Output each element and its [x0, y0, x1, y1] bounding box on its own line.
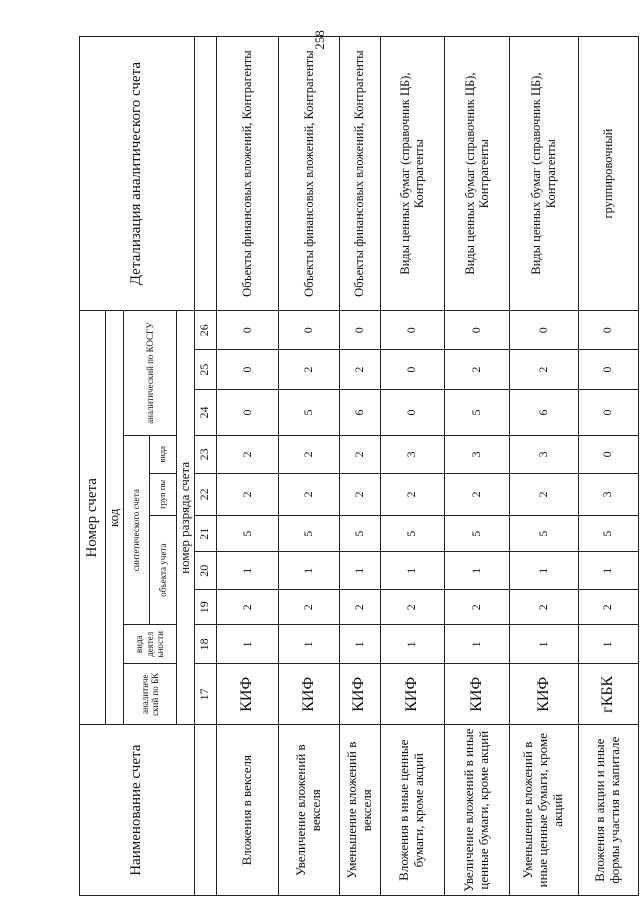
value-cell: 5: [279, 390, 339, 436]
value-cell: 2: [279, 590, 339, 625]
value-cell: 2: [509, 590, 578, 625]
value-cell: 5: [339, 515, 380, 551]
value-cell: 2: [216, 435, 278, 473]
value-cell: 6: [509, 390, 578, 436]
value-cell: 1: [445, 552, 510, 590]
table-row: [216, 37, 278, 896]
header-analytic-kosgu: аналитический по КОСГУ: [123, 311, 176, 436]
value-cell: 2: [339, 473, 380, 515]
account-name: Вложения в векселя: [216, 725, 278, 896]
header-analytic-bk: аналитиче ский по БК: [123, 664, 176, 725]
value-cell: 2: [279, 435, 339, 473]
value-cell: 0: [445, 311, 510, 350]
value-cell: 3: [509, 435, 578, 473]
digit-26: 26: [194, 311, 216, 350]
code-cell: гКБК: [578, 664, 638, 725]
value-cell: 2: [509, 473, 578, 515]
value-cell: 0: [578, 435, 638, 473]
value-cell: 2: [339, 435, 380, 473]
value-cell: 0: [380, 350, 445, 390]
header-code: код: [106, 311, 124, 725]
detail-cell: группировочный: [578, 37, 638, 311]
value-cell: 0: [578, 390, 638, 436]
account-name: Уменьшение вложений в иные ценные бумаги, кроме акций: [509, 725, 578, 896]
header-account-name: Наименование счета: [80, 725, 195, 896]
value-cell: 2: [279, 350, 339, 390]
value-cell: 0: [380, 390, 445, 436]
empty-cell: [194, 725, 216, 896]
value-cell: 0: [216, 311, 278, 350]
digit-21: 21: [194, 515, 216, 551]
value-cell: 1: [279, 552, 339, 590]
value-cell: 2: [509, 350, 578, 390]
header-detail: Детализация аналитического счета: [80, 37, 195, 311]
digit-19: 19: [194, 590, 216, 625]
code-cell: КИФ: [216, 664, 278, 725]
value-cell: 2: [339, 350, 380, 390]
value-cell: 1: [216, 552, 278, 590]
table-row: [339, 37, 380, 896]
table-row: [578, 37, 638, 896]
header-type: вида: [149, 435, 176, 473]
header-account-object: объекта учета: [149, 515, 176, 624]
digit-22: 22: [194, 473, 216, 515]
value-cell: 1: [339, 625, 380, 664]
header-synthetic: синтетического счета: [123, 435, 149, 624]
value-cell: 0: [578, 311, 638, 350]
detail-cell: Виды ценных бумаг (справочник ЦБ), Контрагенты: [509, 37, 578, 311]
account-name: Уменьшение вложений в векселя: [339, 725, 380, 896]
value-cell: 1: [445, 625, 510, 664]
value-cell: 2: [445, 590, 510, 625]
digit-17: 17: [194, 664, 216, 725]
detail-cell: Виды ценных бумаг (справочник ЦБ), Контрагенты: [380, 37, 445, 311]
digit-25: 25: [194, 350, 216, 390]
page-number: 258: [312, 30, 327, 50]
value-cell: 1: [578, 625, 638, 664]
value-cell: 0: [578, 350, 638, 390]
header-account-number: Номер счета: [80, 311, 106, 725]
code-cell: КИФ: [509, 664, 578, 725]
value-cell: 2: [216, 473, 278, 515]
value-cell: 0: [380, 311, 445, 350]
value-cell: 2: [578, 590, 638, 625]
header-activity-type: вида деятел ьности: [123, 625, 176, 664]
value-cell: 1: [380, 625, 445, 664]
value-cell: 0: [509, 311, 578, 350]
digit-24: 24: [194, 390, 216, 436]
code-cell: КИФ: [380, 664, 445, 725]
value-cell: 5: [578, 515, 638, 551]
value-cell: 5: [380, 515, 445, 551]
digit-18: 18: [194, 625, 216, 664]
detail-cell: Виды ценных бумаг (справочник ЦБ), Контрагенты: [445, 37, 510, 311]
header-group: груп пы: [149, 473, 176, 515]
table-row: [380, 37, 445, 896]
detail-cell: Объекты финансовых вложений, Контрагенты: [339, 37, 380, 311]
account-name: Увеличение вложений в иные ценные бумаги, кроме акций: [445, 725, 510, 896]
value-cell: 2: [216, 590, 278, 625]
account-name: Увеличение вложений в векселя: [279, 725, 339, 896]
accounts-table: [79, 36, 639, 896]
value-cell: 2: [380, 473, 445, 515]
value-cell: 5: [279, 515, 339, 551]
value-cell: 3: [380, 435, 445, 473]
code-cell: КИФ: [279, 664, 339, 725]
account-name: Вложения в иные ценные бумаги, кроме акций: [380, 725, 445, 896]
value-cell: 1: [509, 625, 578, 664]
code-cell: КИФ: [339, 664, 380, 725]
code-cell: КИФ: [445, 664, 510, 725]
table-row: [279, 37, 339, 896]
value-cell: 6: [339, 390, 380, 436]
value-cell: 0: [279, 311, 339, 350]
value-cell: 2: [279, 473, 339, 515]
value-cell: 2: [445, 473, 510, 515]
value-cell: 2: [445, 350, 510, 390]
value-cell: 5: [216, 515, 278, 551]
table-row: [509, 37, 578, 896]
value-cell: 1: [339, 552, 380, 590]
rotated-table-wrapper: [79, 36, 639, 896]
value-cell: 0: [216, 350, 278, 390]
value-cell: 1: [509, 552, 578, 590]
value-cell: 1: [380, 552, 445, 590]
account-name: Вложения в акции и иные формы участия в капитале: [578, 725, 638, 896]
digit-20: 20: [194, 552, 216, 590]
detail-cell: Объекты финансовых вложений, Контрагенты: [216, 37, 278, 311]
value-cell: 3: [445, 435, 510, 473]
value-cell: 1: [578, 552, 638, 590]
value-cell: 5: [445, 390, 510, 436]
detail-cell: Объекты финансовых вложений, Контрагенты: [279, 37, 339, 311]
value-cell: 1: [216, 625, 278, 664]
value-cell: 0: [339, 311, 380, 350]
digit-23: 23: [194, 435, 216, 473]
header-digit-number: номер разряда счета: [176, 311, 194, 725]
value-cell: 1: [279, 625, 339, 664]
value-cell: 0: [216, 390, 278, 436]
empty-cell: [194, 37, 216, 311]
value-cell: 2: [339, 590, 380, 625]
value-cell: 5: [445, 515, 510, 551]
value-cell: 2: [380, 590, 445, 625]
table-row: [445, 37, 510, 896]
value-cell: 5: [509, 515, 578, 551]
value-cell: 3: [578, 473, 638, 515]
